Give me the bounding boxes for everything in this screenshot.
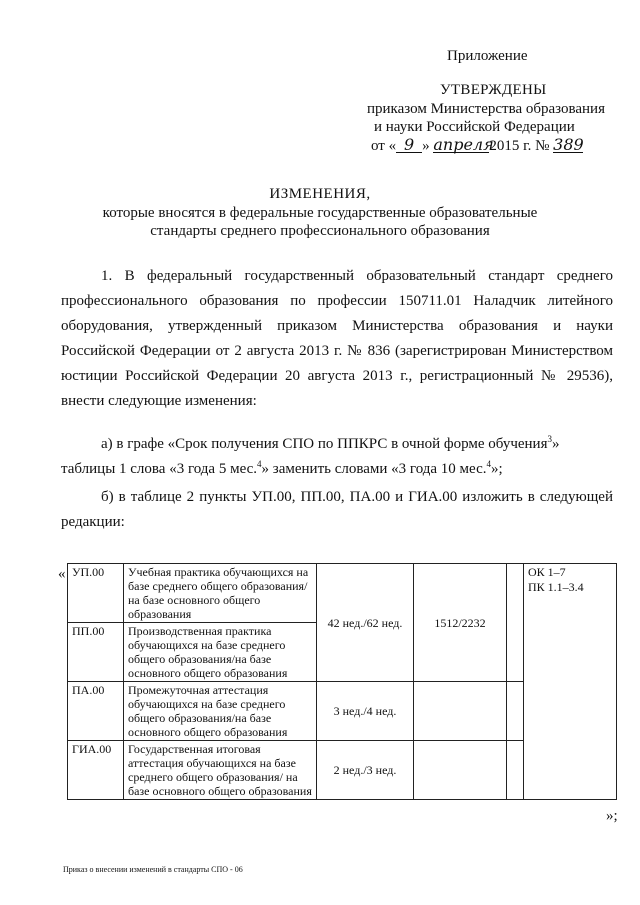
empty-cell bbox=[507, 682, 524, 741]
text-run: »; bbox=[491, 461, 503, 477]
row-code: ПП.00 bbox=[68, 623, 124, 682]
paragraph-3 bbox=[61, 485, 613, 535]
date-mid: » bbox=[422, 138, 430, 154]
quote-open: « bbox=[58, 566, 66, 582]
document-subtitle-line-2: стандарты среднего профессионального образования bbox=[150, 223, 490, 239]
footnote-ref: 4 bbox=[486, 459, 491, 469]
handwritten-order-number: 389 bbox=[553, 135, 584, 154]
weeks-cell: 3 нед./4 нед. bbox=[317, 682, 414, 741]
order-date-line bbox=[371, 137, 583, 155]
paragraph-line: Российской Федерации от 2 августа 2013 г. № 836 (зарегистрирован Министерством bbox=[61, 343, 613, 359]
footnote-ref: 3 bbox=[547, 434, 552, 444]
empty-cell bbox=[507, 741, 524, 800]
paragraph-line: б) в таблице 2 пункты УП.00, ПП.00, ПА.00 и ГИА.00 изложить в следующей bbox=[101, 489, 613, 505]
text-run: таблицы 1 слова «3 года 5 мес. bbox=[61, 461, 258, 477]
handwritten-month: апреля bbox=[433, 135, 494, 154]
weeks-cell: 2 нед./3 нед. bbox=[317, 741, 414, 800]
row-description: Производственная практика обучающихся на базе среднего общего образования/на базе основного общего образования bbox=[124, 623, 317, 682]
text-run: а) в графе «Срок получения СПО по ППКРС в очной форме обучения bbox=[101, 436, 548, 452]
table-2-excerpt bbox=[67, 563, 617, 800]
paragraph-line: профессионального образования по профессии 150711.01 Наладчик литейного bbox=[61, 293, 613, 309]
footer-note: Приказ о внесении изменений в стандарты СПО - 06 bbox=[63, 865, 243, 874]
empty-cell bbox=[507, 564, 524, 682]
document-subtitle-line-1: которые вносятся в федеральные государственные образовательные bbox=[102, 205, 538, 221]
appendix-label: Приложение bbox=[447, 48, 528, 64]
row-code: ПА.00 bbox=[68, 682, 124, 741]
hours-cell bbox=[414, 741, 507, 800]
hours-cell bbox=[414, 682, 507, 741]
row-code: ГИА.00 bbox=[68, 741, 124, 800]
competence-professional: ПК 1.1–3.4 bbox=[528, 580, 584, 594]
row-code: УП.00 bbox=[68, 564, 124, 623]
paragraph-line: 1. В федеральный государственный образовательный стандарт среднего bbox=[101, 268, 613, 284]
paragraph-line bbox=[61, 457, 613, 482]
row-description: Государственная итоговая аттестация обучающихся на базе среднего общего образования/ на базе основного общего образования bbox=[124, 741, 317, 800]
handwritten-day: 9 bbox=[396, 137, 422, 153]
paragraph-line: редакции: bbox=[61, 514, 125, 530]
text-run: » заменить словами «3 года 10 мес. bbox=[261, 461, 487, 477]
paragraph-line: внести следующие изменения: bbox=[61, 393, 257, 409]
weeks-cell: 42 нед./62 нед. bbox=[317, 564, 414, 682]
hours-cell: 1512/2232 bbox=[414, 564, 507, 682]
paragraph-1 bbox=[61, 264, 613, 414]
footnote-ref: 4 bbox=[257, 459, 262, 469]
text-run: » bbox=[551, 436, 560, 452]
date-year: 2015 г. № bbox=[489, 138, 550, 154]
order-line-2: и науки Российской Федерации bbox=[374, 119, 575, 135]
date-prefix: от « bbox=[371, 138, 397, 154]
paragraph-2 bbox=[61, 432, 613, 482]
paragraph-line: оборудования, утвержденный приказом Министерства образования и науки bbox=[61, 318, 613, 334]
paragraph-line bbox=[61, 432, 613, 457]
row-description: Промежуточная аттестация обучающихся на базе среднего общего образования/на базе основного общего образования bbox=[124, 682, 317, 741]
approved-label: УТВЕРЖДЕНЫ bbox=[440, 82, 547, 98]
competencies-cell bbox=[524, 564, 617, 800]
table-row bbox=[68, 564, 617, 623]
document-title: ИЗМЕНЕНИЯ, bbox=[269, 186, 371, 202]
quote-close: »; bbox=[606, 808, 618, 824]
row-description: Учебная практика обучающихся на базе среднего общего образования/на базе основного общего образования bbox=[124, 564, 317, 623]
paragraph-line: юстиции Российской Федерации 20 августа 2013 г., регистрационный № 29536), bbox=[61, 368, 613, 384]
order-line-1: приказом Министерства образования bbox=[367, 101, 605, 117]
competence-general: ОК 1–7 bbox=[528, 565, 566, 579]
